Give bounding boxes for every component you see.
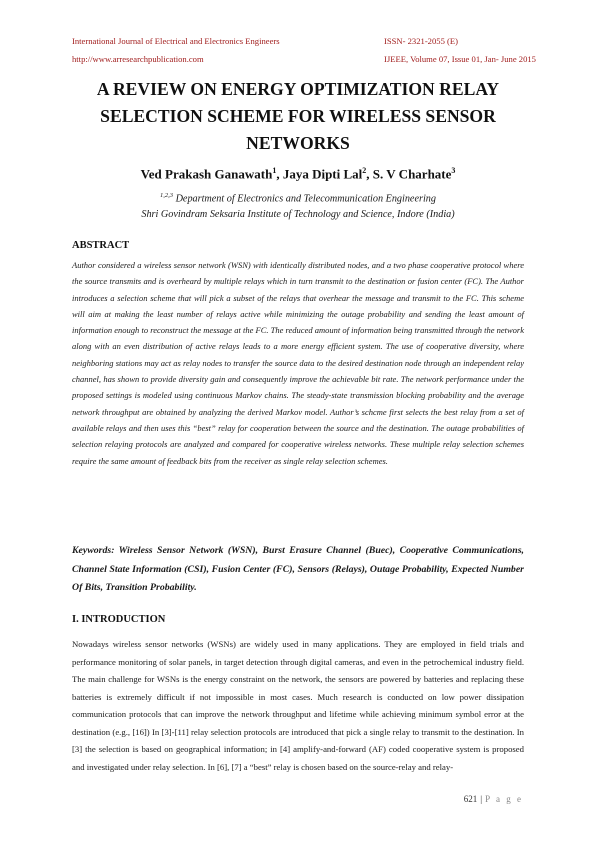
abstract-heading: ABSTRACT	[72, 240, 130, 251]
journal-name: International Journal of Electrical and Electronics Engineers	[72, 36, 280, 46]
abstract-body: Author considered a wireless sensor network (WSN) with identically distributed nodes, and a two phase cooperative protocol where the source transmits and is overheard by multiple relays which in turn transmit to the destination or fusion center (FC). The Author introduces a selection scheme that will pick a subset of the relays that overhear the message and transmit to the FC. This scheme will aim at making the least number of relays active while minimizing the outage probability and sending the least amount of information enough to reconstruct the message at the FC. The reduced amount of information being transmitted through the network along with an even distribution of active relays leads to a more energy efficient system. The use of cooperative diversity, where neighboring stations may act as relay nodes to transfer the source data to the desired destination node through an independent relay channel, has shown to provide diversity gain and consequently improve the achievable bit rate. The network performance under the proposed settings is modeled using continuous Markov chains. The steady-state transmission blocking probability and the average network throughput are obtained by analyzing the derived Markov model. Author’s schcme first selects the best relay from a set of available relays and then uses this “best” relay for cooperation between the source and the destination. The outage probabilities of selection relaying protocols are analyzed and compared for cooperative wireless networks. These multiple relay selection schemes require the same amount of feedback bits from the receiver as single relay selection schemes.	[72, 260, 524, 466]
institute: Shri Govindram Seksaria Institute of Technology and Science, Indore (India)	[141, 209, 455, 221]
separator: |	[480, 794, 483, 804]
department-line	[60, 188, 536, 207]
author-name: S. V Charhate	[372, 166, 452, 182]
page-footer	[464, 794, 523, 804]
page-label: P a g e	[485, 794, 523, 804]
journal-url[interactable]: http://www.arresearchpublication.com	[72, 54, 204, 64]
introduction-heading: I. INTRODUCTION	[72, 614, 166, 625]
author-superscript: 3	[451, 166, 456, 175]
running-header-bottom	[72, 54, 536, 64]
introduction-body: Nowadays wireless sensor networks (WSNs) are widely used in many applications. They are employed in field trials and performance monitoring of solar panels, in target detection through digital cameras, and even in the petrochemical industry field. The main challenge for WSNs is the energy constraint on the network, the sensors are powered by batteries and replacing these batteries is extremely difficult if not impossible in most cases. Much research is conducted on low power dissipation communication protocols that can improve the network throughput and lifetime while achieving minimum symbol error at the destination (e.g., [16]) In [3]-[11] relay selection protocols are introduced that pick a single relay to transmit to the destination. In [3] the selection is based on geographical information; in [4] amplify-and-forward (AF) coded cooperative system is proposed and investigated under relay selection. In [6], [7] a “best” relay is chosen based on the source-relay and relay-	[72, 639, 524, 772]
affiliation	[60, 188, 536, 223]
department: Department of Electronics and Telecommunication Engineering	[175, 193, 436, 205]
author-list: Ved Prakash Ganawath$^1$, Jaya Dipti Lal$^2$, S. V Charhate$^3$	[140, 166, 456, 182]
keywords: Keywords: Wireless Sensor Network (WSN), Burst Erasure Channel (Buec), Cooperative Communications, Channel State Information (CSI), Fusion Center (FC), Sensors (Relays), Outage Probability, Expected Number Of Bits, Transition Probability.	[72, 545, 524, 593]
author-name: Ved Prakash Ganawath	[140, 166, 273, 182]
author-superscript: 1	[272, 166, 277, 175]
paper-title: A REVIEW ON ENERGY OPTIMIZATION RELAY SELECTION SCHEME FOR WIRELESS SENSOR NETWORKS	[96, 79, 500, 153]
running-header-top	[72, 36, 524, 46]
page-number: 621	[463, 794, 478, 804]
volume-info: IJEEE, Volume 07, Issue 01, Jan- June 2015	[384, 54, 536, 64]
author-name: Jaya Dipti Lal	[282, 166, 363, 182]
issn: ISSN- 2321-2055 (E)	[384, 36, 458, 46]
author-superscript: 2	[362, 166, 367, 175]
affiliation-superscript: 1,2,3	[160, 192, 174, 199]
